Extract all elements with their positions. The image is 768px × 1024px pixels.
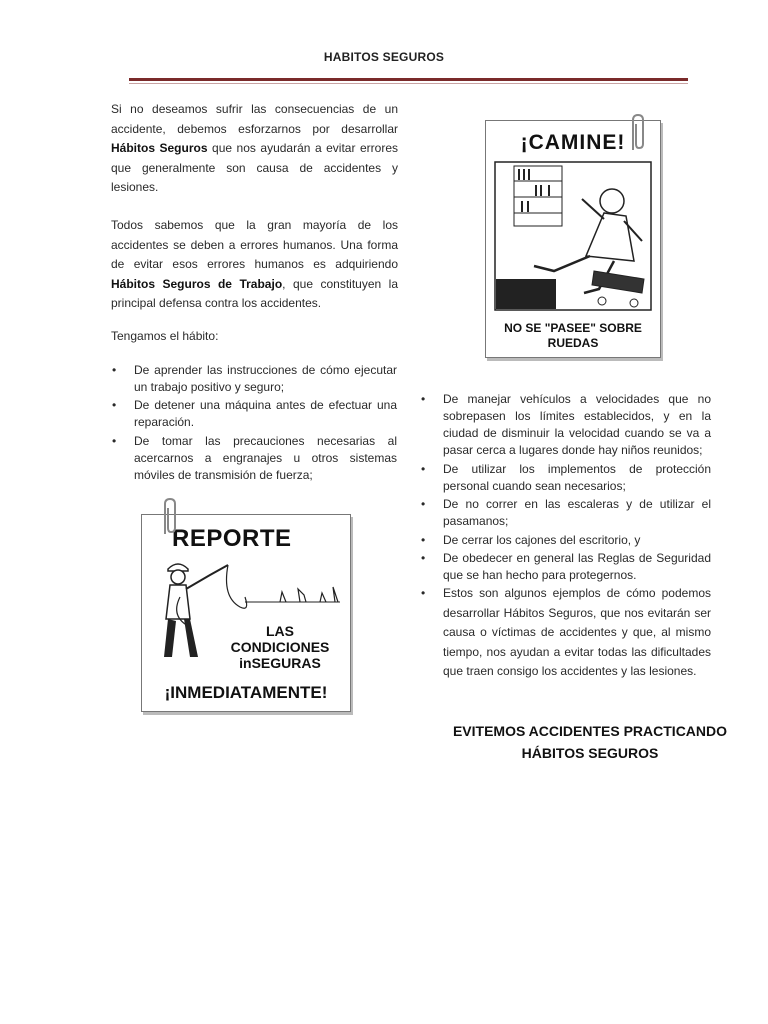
bullet-icon: • <box>421 392 426 406</box>
list-item: • De obedecer en general las Reglas de Seguridad que se han hecho para protegernos. <box>421 551 711 582</box>
list-item: • De utilizar los implementos de protección personal cuando sean necesarios; <box>421 462 711 493</box>
list-item: • De manejar vehículos a velocidades que no sobrepasen los límites establecidos, y en la ciudad de disminuir la velocidad cuando se va a pasar cerca a lugares donde hay niños reunidos; <box>421 392 711 457</box>
camine-heading: ¡CAMINE! <box>520 131 626 154</box>
bullet-icon: • <box>421 533 426 547</box>
paperclip-icon <box>158 496 182 536</box>
bullet-icon: • <box>112 434 117 448</box>
bullet-icon: • <box>421 462 426 476</box>
paperclip-icon <box>626 112 648 152</box>
list-item: • De aprender las instrucciones de cómo ejecutar un trabajo positivo y seguro; <box>112 363 397 394</box>
bullet-icon: • <box>112 363 117 377</box>
list-item: • De tomar las precauciones necesarias al acercarnos a engranajes u otros sistemas móviles de transmisión de fuerza; <box>112 434 397 482</box>
person-chair-illustration <box>494 161 652 311</box>
list-item: • De cerrar los cajones del escritorio, y <box>421 533 641 547</box>
page-title: HABITOS SEGUROS <box>323 50 445 64</box>
camine-caption: NO SE "PASEE" SOBRE RUEDAS <box>504 321 642 350</box>
bullet-icon: • <box>421 497 426 511</box>
closing-slogan: EVITEMOS ACCIDENTES PRACTICANDO HÁBITOS SEGUROS <box>452 723 728 761</box>
reporte-body: LAS CONDICIONES inSEGURAS <box>230 623 330 671</box>
intro-paragraph: Si no deseamos sufrir las consecuencias de un accidente, debemos esforzarnos por desarrollar Hábitos Seguros que nos ayudarán a evitar errores que generalmente son causa de accidentes y lesiones. <box>111 102 398 194</box>
title-rule-thin <box>129 83 688 84</box>
reporte-heading: REPORTE <box>172 525 292 552</box>
reporte-footer: ¡INMEDIATAMENTE! <box>164 683 328 702</box>
bullet-icon: • <box>421 551 426 565</box>
camine-poster <box>485 120 661 358</box>
habit-intro: Tengamos el hábito: <box>111 329 219 343</box>
reporte-poster <box>141 514 351 712</box>
title-rule <box>129 78 688 81</box>
errors-paragraph: Todos sabemos que la gran mayoría de los accidentes se deben a errores humanos. Una forma de evitar esos errores humanos es adquiriendo Hábitos Seguros de Trabajo, que constituyen la principal defensa contra los accidentes. <box>111 218 399 310</box>
bullet-icon: • <box>421 586 426 600</box>
list-item: • Estos son algunos ejemplos de cómo podemos desarrollar Hábitos Seguros, que nos evitarán ser causa o víctimas de accidentes y que, al mismo tiempo, nos ayudan a evitar todas las dificultades que traen consigo los accidentes y las lesiones. <box>421 586 711 678</box>
list-item: • De detener una máquina antes de efectuar una reparación. <box>112 398 397 429</box>
list-item: • De no correr en las escaleras y de utilizar el pasamanos; <box>421 497 711 528</box>
bullet-icon: • <box>112 398 117 412</box>
